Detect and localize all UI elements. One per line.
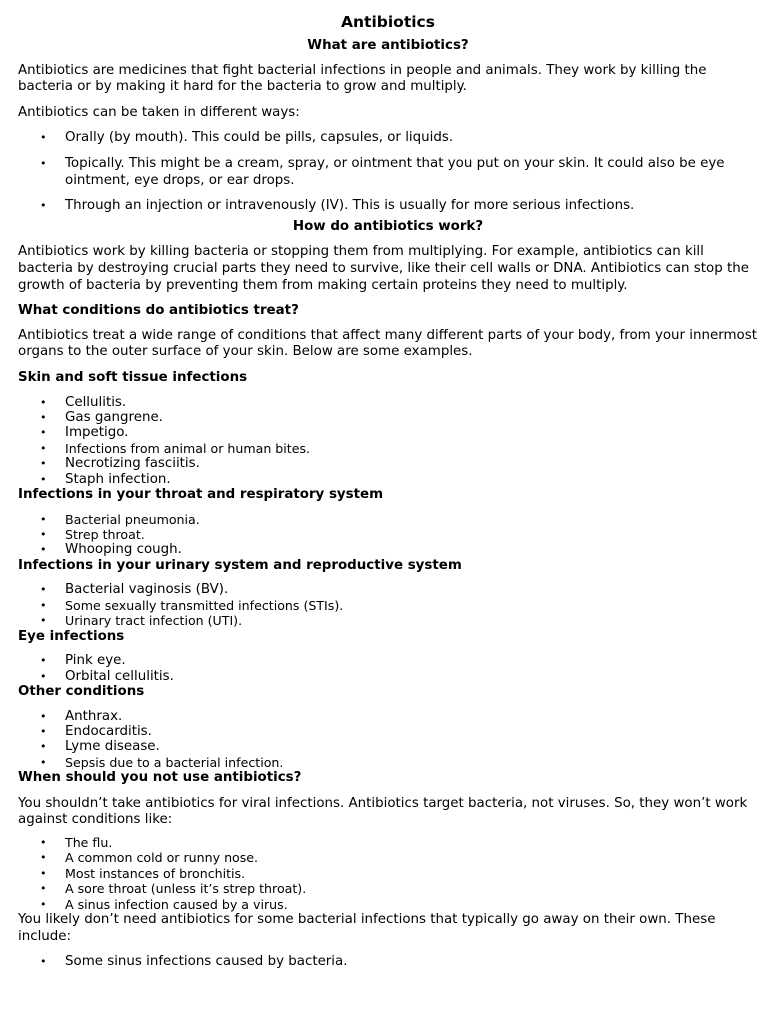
list-item: • Orally (by mouth). This could be pills, capsules, or liquids. (40, 130, 454, 146)
bullet-icon: • (40, 955, 47, 969)
list-item: • Impetigo. (40, 425, 129, 441)
bullet-icon: • (40, 472, 47, 486)
heading-what-are-antibiotics: What are antibiotics? (307, 38, 469, 53)
list-item: • Lyme disease. (40, 739, 160, 755)
bullet-icon: • (40, 724, 47, 738)
bullet-icon: • (40, 395, 47, 409)
list-item: • Necrotizing fasciitis. (40, 456, 200, 472)
bullet-icon: • (40, 669, 47, 683)
list-item: • A sore throat (unless it’s strep throat). (40, 881, 307, 897)
heading-how-antibiotics-work: How do antibiotics work? (292, 218, 484, 234)
heading-when-not-to-use: When should you not use antibiotics? (18, 770, 302, 786)
list-bacterial-conditions (18, 954, 758, 971)
bullet-icon: • (40, 543, 47, 557)
list-skin-infections (18, 395, 758, 487)
paragraph-bacterial-self-limiting: You likely don’t need antibiotics for some bacterial infections that typically go away on their own. These include: (18, 912, 716, 944)
paragraph-viral-infections: You shouldn’t take antibiotics for viral infections. Antibiotics target bacteria, not viruses. So, they won’t work against conditions like: (18, 795, 748, 828)
bullet-icon: • (40, 426, 47, 440)
list-viral-conditions (18, 835, 758, 912)
paragraph-definition: Antibiotics are medicines that fight bacterial infections in people and animals. They work by killing the bacteria or by making it hard for the bacteria to grow and multiply. (18, 62, 707, 95)
list-item: • Bacterial vaginosis (BV). (40, 582, 229, 598)
bullet-icon: • (40, 441, 47, 455)
list-item: • Through an injection or intravenously (IV). This is usually for more serious infections. (40, 198, 635, 214)
list-item: • Some sinus infections caused by bacteria. (40, 954, 348, 970)
bullet-icon: • (40, 835, 47, 849)
list-item: • Bacterial pneumonia. (40, 511, 200, 527)
paragraph-how: Antibiotics work by killing bacteria or stopping them from multiplying. For example, antibiotics can kill bacteria by destroying crucial parts they need to survive, like their cell walls or DNA. Antibiotics can stop the growth of bacteria by preventing them from making certain proteins they need to multiply. (18, 244, 749, 293)
bullet-icon: • (40, 410, 47, 424)
list-other-conditions (18, 709, 758, 771)
list-eye-infections (18, 653, 758, 684)
paragraph-ways-intro: Antibiotics can be taken in different ways: (18, 104, 300, 120)
list-item: • Topically. This might be a cream, spray, or ointment that you put on your skin. It could also be eye ointment, eye drops, or ear drops. (40, 155, 725, 188)
list-item: • Cellulitis. (40, 394, 127, 410)
bullet-icon: • (40, 654, 47, 668)
list-ways (18, 130, 758, 214)
bullet-icon: • (40, 199, 47, 213)
list-item: • Pink eye. (40, 653, 126, 669)
paragraph-conditions: Antibiotics treat a wide range of conditions that affect many different parts of your body, from your innermost organs to the outer surface of your skin. Below are some examples. (18, 327, 757, 360)
heading-other-conditions: Other conditions (18, 683, 145, 699)
list-item: • The flu. (40, 834, 113, 850)
heading-urinary-infections: Infections in your urinary system and reproductive system (18, 557, 462, 573)
list-item: • A common cold or runny nose. (40, 850, 259, 866)
bullet-icon: • (40, 851, 47, 865)
list-item: • Gas gangrene. (40, 409, 163, 425)
bullet-icon: • (40, 882, 47, 896)
list-item: • Anthrax. (40, 708, 123, 724)
list-item: • Most instances of bronchitis. (40, 865, 246, 881)
list-throat-infections (18, 512, 758, 558)
list-item: • Endocarditis. (40, 723, 152, 739)
list-item: • Some sexually transmitted infections (STIs). (40, 597, 344, 613)
heading-skin-infections: Skin and soft tissue infections (18, 369, 248, 385)
document-page (18, 12, 758, 980)
bullet-icon: • (40, 755, 47, 769)
list-item: • Strep throat. (40, 526, 145, 542)
heading-eye-infections: Eye infections (18, 628, 125, 644)
list-urinary-infections (18, 582, 758, 628)
list-item: • A sinus infection caused by a virus. (40, 896, 288, 912)
bullet-icon: • (40, 156, 47, 170)
bullet-icon: • (40, 740, 47, 754)
heading-conditions: What conditions do antibiotics treat? (18, 303, 299, 319)
bullet-icon: • (40, 583, 47, 597)
heading-throat-infections: Infections in your throat and respiratory system (18, 486, 384, 502)
bullet-icon: • (40, 897, 47, 911)
bullet-icon: • (40, 512, 47, 526)
list-item: • Sepsis due to a bacterial infection. (40, 754, 284, 770)
list-item: • Whooping cough. (40, 542, 182, 558)
bullet-icon: • (40, 457, 47, 471)
list-item: • Staph infection. (40, 471, 171, 487)
bullet-icon: • (40, 709, 47, 723)
bullet-icon: • (40, 131, 47, 145)
list-item: • Orbital cellulitis. (40, 668, 174, 684)
document-title: Antibiotics (341, 13, 435, 31)
bullet-icon: • (40, 598, 47, 612)
bullet-icon: • (40, 527, 47, 541)
list-item: • Urinary tract infection (UTI). (40, 613, 243, 629)
bullet-icon: • (40, 614, 47, 628)
list-item: • Infections from animal or human bites. (40, 440, 311, 456)
bullet-icon: • (40, 866, 47, 880)
